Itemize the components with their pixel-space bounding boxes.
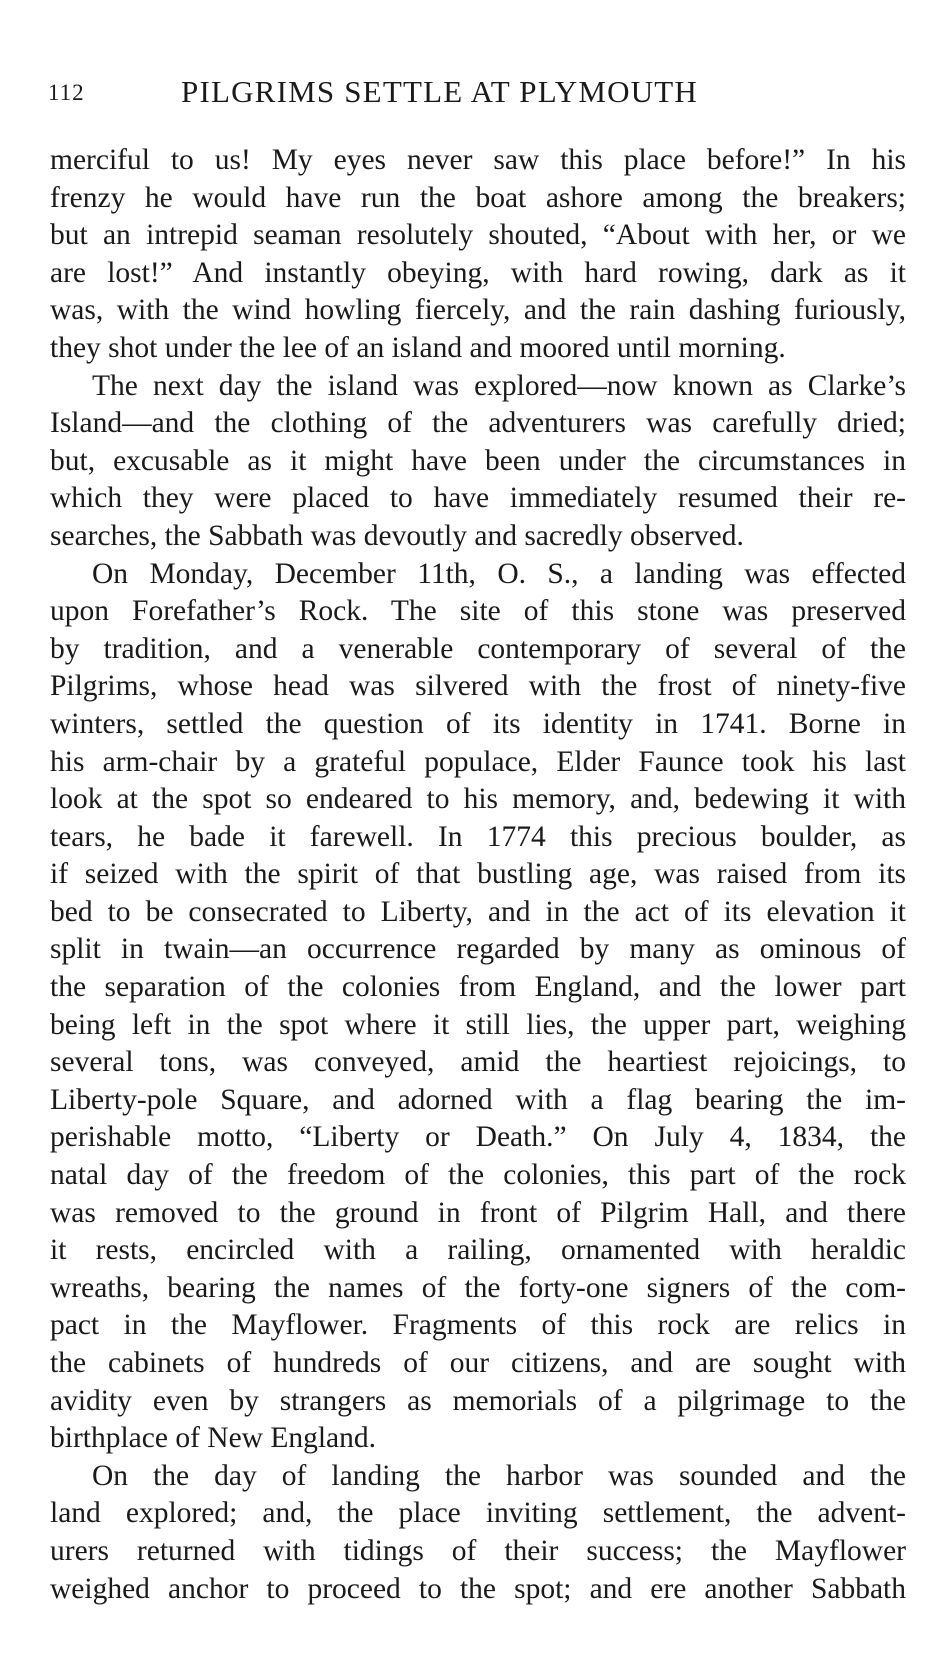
text-line: it rests, encircled with a railing, ornamented with heraldic [50,1234,906,1267]
text-line: avidity even by strangers as memorials of a pilgrimage to the [50,1384,906,1417]
body-text [50,142,906,1608]
text-line: was, with the wind howling fiercely, and the rain dashing furiously, [50,294,906,327]
text-line: merciful to us! My eyes never saw this place before!” In his [50,144,906,176]
text-line: his arm-chair by a grateful populace, Elder Faunce took his last [50,745,906,778]
text-line: urers returned with tidings of their success; the Mayflower [50,1534,906,1567]
text-line: by tradition, and a venerable contemporary of several of the [50,632,906,665]
text-line: they shot under the lee of an island and moored until morning. [50,331,786,364]
text-line: being left in the spot where it still lies, the upper part, weighing [50,1008,906,1041]
text-line: Liberty-pole Square, and adorned with a flag bearing the im- [50,1083,906,1116]
paragraph-first-line: The next day the island was explored—now known as Clarke’s [92,369,906,402]
text-line: natal day of the freedom of the colonies, this part of the rock [50,1159,906,1192]
paragraph-first-line: On Monday, December 11th, O. S., a landing was effected [92,557,906,590]
text-line: frenzy he would have run the boat ashore among the breakers; [50,181,906,214]
page-number: 112 [48,80,85,105]
text-line: perishable motto, “Liberty or Death.” On July 4, 1834, the [50,1121,906,1154]
text-line: but an intrepid seaman resolutely shouted, “About with her, or we [50,219,906,252]
text-line: the separation of the colonies from England, and the lower part [50,971,906,1004]
text-line: look at the spot so endeared to his memory, and, bedewing it with [50,783,906,816]
text-line: land explored; and, the place inviting settlement, the advent- [50,1497,906,1530]
text-line: several tons, was conveyed, amid the heartiest rejoicings, to [50,1046,906,1079]
text-line: was removed to the ground in front of Pilgrim Hall, and there [50,1196,906,1229]
text-line: pact in the Mayflower. Fragments of this rock are relics in [50,1309,906,1342]
text-line: split in twain—an occurrence regarded by many as ominous of [50,933,906,966]
text-line: if seized with the spirit of that bustling age, was raised from its [50,858,906,891]
text-line: upon Forefather’s Rock. The site of this stone was preserved [50,595,906,628]
running-title: PILGRIMS SETTLE AT PLYMOUTH [181,74,699,109]
text-line: are lost!” And instantly obeying, with hard rowing, dark as it [50,256,906,289]
text-line: Island—and the clothing of the adventurers was carefully dried; [50,407,906,440]
text-line: but, excusable as it might have been under the circumstances in [50,444,906,477]
text-line: searches, the Sabbath was devoutly and sacredly observed. [50,519,744,552]
text-line: wreaths, bearing the names of the forty-one signers of the com- [50,1271,906,1304]
text-line: winters, settled the question of its identity in 1741. Borne in [50,707,906,740]
text-line: which they were placed to have immediately resumed their re- [50,482,906,515]
text-line: birthplace of New England. [50,1422,377,1455]
running-head [48,74,898,114]
paragraph-first-line: On the day of landing the harbor was sounded and the [92,1459,906,1492]
text-line: bed to be consecrated to Liberty, and in the act of its elevation it [50,895,906,928]
text-line: weighed anchor to proceed to the spot; and ere another Sabbath [50,1572,906,1605]
text-line: tears, he bade it farewell. In 1774 this precious boulder, as [50,820,906,853]
text-line: the cabinets of hundreds of our citizens, and are sought with [50,1347,906,1379]
text-line: Pilgrims, whose head was silvered with the frost of ninety-five [50,670,906,703]
